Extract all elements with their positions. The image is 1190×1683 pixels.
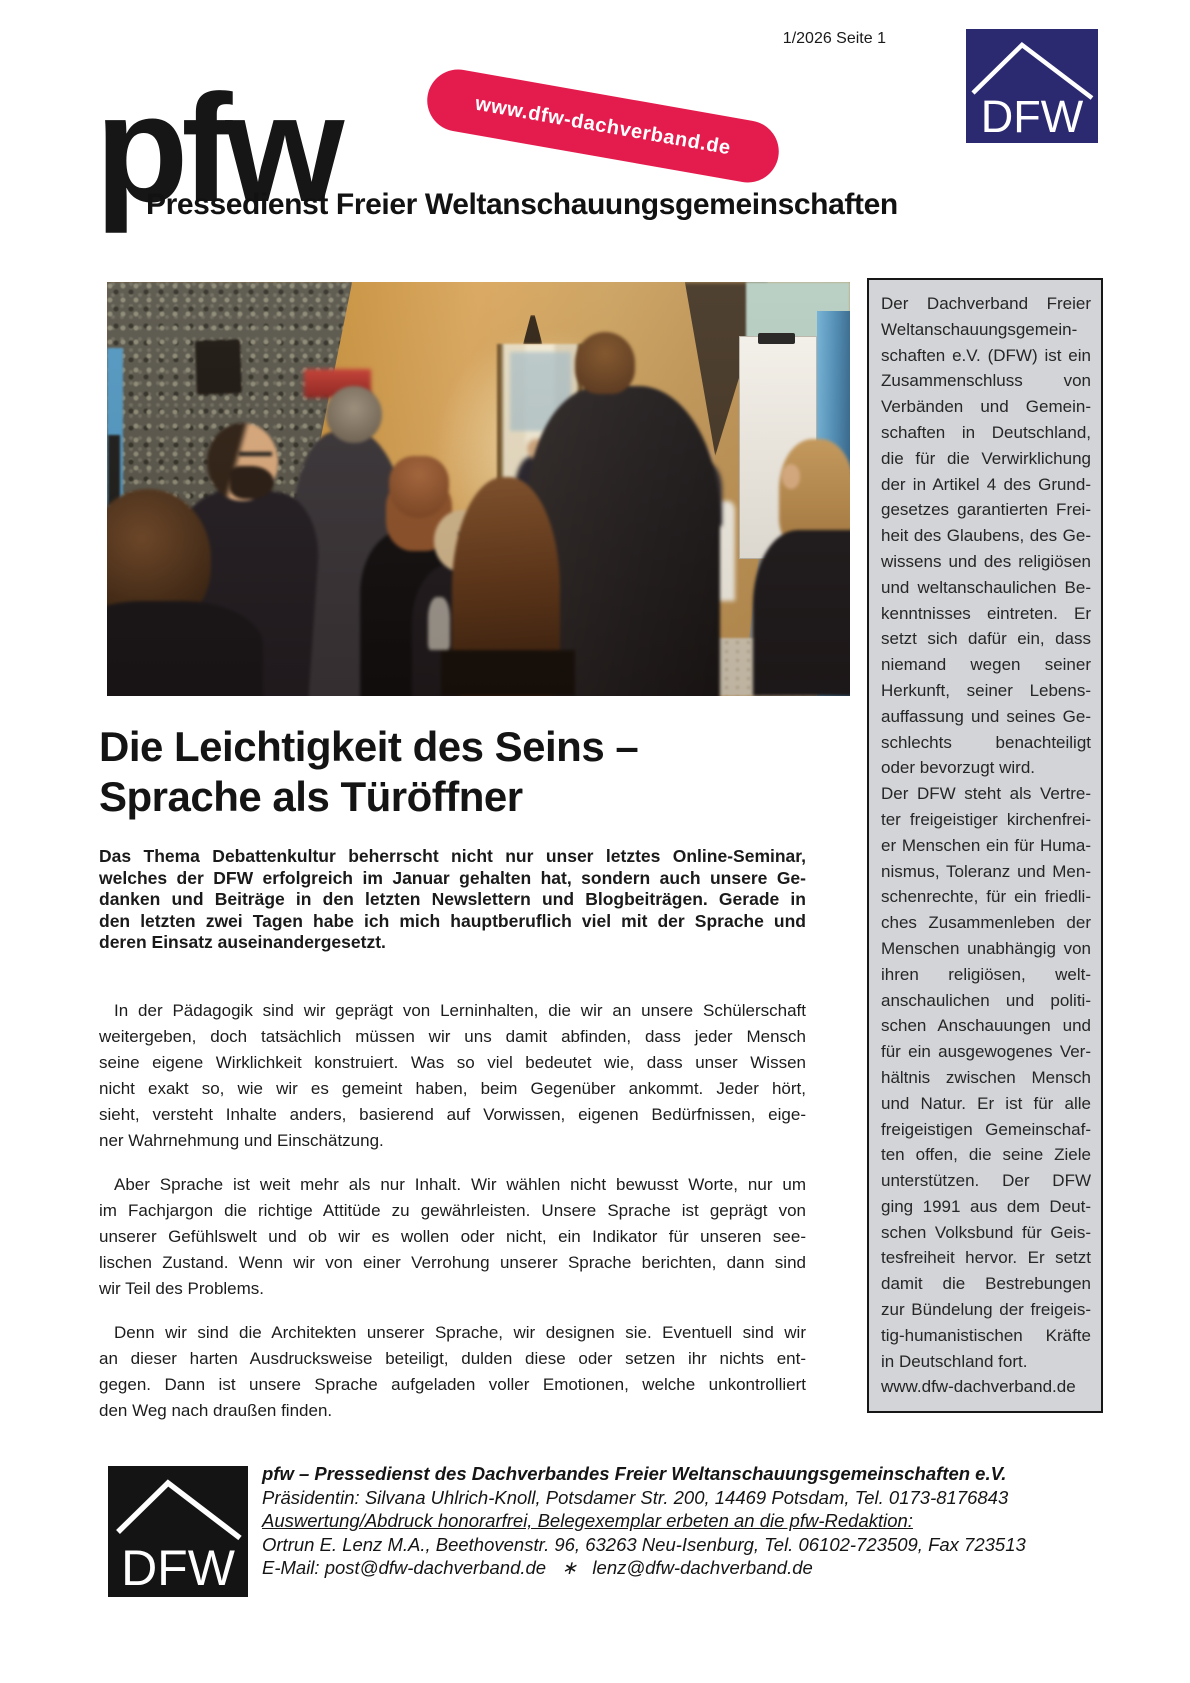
text-line: schen Anschauungen und [881,1016,1091,1036]
text-line: schaften in Deutschland, [881,422,1091,442]
text-line: kenntnisses eintreten. Er [881,603,1091,623]
text-line: Das Thema Debattenkultur beherrscht nicht nur unser letztes Online-Seminar, [99,846,806,866]
text-line: ihren religiösen, welt- [881,964,1091,984]
paragraph [881,781,1091,1374]
text-line: und Natur. Er ist für alle [881,1093,1091,1113]
text-line: schlechts benachteiligt [881,732,1091,752]
text-line: www.dfw-dachverband.de [881,1377,1076,1397]
text-line: für ein ausgewogenes Ver- [881,1042,1091,1062]
text-line: sieht, versteht Inhalte anders, basierend auf Vorwissen, eigenen Bedürfnissen, eige- [99,1105,806,1124]
text-line: hältnis zwischen Mensch [881,1067,1091,1087]
text-line: der in Artikel 4 des Grund- [881,474,1091,494]
text-line: in Deutschland fort. [881,1351,1028,1371]
paragraph [99,998,806,1154]
text-line: oder bevorzugt wird. [881,758,1036,778]
text-line: Sprache als Türöffner [99,773,523,820]
text-line: im Fachjargon die richtige Attitüde zu gewährleisten. Unsere Sprache ist geprägt von [99,1201,806,1220]
dfw-logo-text: DFW [980,91,1084,142]
masthead-title: Pressedienst Freier Weltanschauungsgemeinschaften [146,188,898,221]
text-line: Weltanschauungsgemein- [881,319,1078,339]
text-line: die für die Verwirklichung [881,448,1091,468]
text-line: tig-humanistischen Kräfte [881,1325,1091,1345]
footer-line: Auswertung/Abdruck honorarfrei, Belegexemplar erbeten an die pfw-Redaktion: [262,1510,913,1532]
event-photo [107,282,850,696]
text-line: Herkunft, seiner Lebens- [881,680,1091,700]
text-line: damit die Bestrebungen [881,1274,1091,1294]
text-line: danken und Beiträge in den letzten Newslettern und Blogbeiträgen. Gerade in [99,889,806,909]
footer-line: pfw – Pressedienst des Dachverbandes Freier Weltanschauungsgemeinschaften e.V. [262,1463,1007,1484]
text-line: nicht exakt so, wie wir es gemeint haben, beim Gegenüber ankommt. Jeder hört, [99,1079,806,1098]
text-line: Der Dachverband Freier [881,294,1091,313]
article-intro [99,846,806,954]
text-line: gegen. Dann ist unsere Sprache aufgeladen voller Emotionen, welche unkontrolliert [99,1375,806,1394]
text-line: heit des Glaubens, des Ge- [881,526,1091,546]
article-body [99,998,806,1424]
text-line: weitergeben, doch tatsächlich müssen wir uns damit abfinden, dass jeder Mensch [99,1027,806,1046]
text-line: ging 1991 aus dem Deut- [881,1196,1091,1216]
text-line: ten offen, die seine Ziele [881,1145,1091,1165]
text-line: Denn wir sind die Architekten unserer Sprache, wir designen sie. Eventuell sind wir [114,1323,806,1342]
text-line: schen Volksbund für Geis- [881,1222,1091,1242]
text-line: wissens und des religiösen [881,551,1091,571]
paragraph [881,1374,1091,1400]
text-line: Menschen unabhängig von [881,938,1091,958]
footer-line: Präsidentin: Silvana Uhlrich-Knoll, Potsdamer Str. 200, 14469 Potsdam, Tel. 0173-8176843 [262,1486,1009,1508]
text-line: ter freigeistiger kirchenfrei- [881,809,1091,829]
photo-tone-overlay [107,282,850,696]
pfw-logo: pfw [95,63,338,234]
url-banner-text: www.dfw-dachverband.de [473,92,733,159]
text-line: auffassung und seines Ge- [881,706,1091,726]
text-line: schaften e.V. (DFW) ist ein [881,345,1091,365]
text-line: Der DFW steht als Vertre- [881,784,1091,804]
paragraph [99,1320,806,1424]
dfw-logo [966,29,1098,143]
text-line: ches Zusammenleben der [881,913,1091,933]
article-title [99,722,839,822]
sidebar-info-box [867,278,1103,1413]
text-line: er Menschen ein für Huma- [881,835,1091,855]
text-line: deren Einsatz auseinandergesetzt. [99,932,386,952]
text-line: anschaulichen und politi- [881,990,1091,1010]
text-line: wir Teil des Problems. [99,1279,265,1298]
dfw-footer-logo [108,1466,248,1597]
text-line: den Weg nach draußen finden. [99,1401,333,1420]
url-banner [422,65,783,188]
text-line: welches der DFW erfolgreich im Januar gehalten hat, sondern auch unsere Ge- [99,867,806,888]
text-line: unserer Gefühlswelt und ob wir es wollen oder nicht, ein Indikator für unseren see- [99,1227,806,1246]
paragraph [99,846,806,954]
text-line: niemand wegen seiner [881,655,1091,675]
footer-contact-block [262,1462,1122,1580]
text-line: freigeistigen Gemeinschaf- [881,1119,1091,1139]
text-line: Die Leichtigkeit des Seins – [99,723,639,770]
text-line: gesetzes garantierten Frei- [881,500,1091,520]
text-line: Zusammenschluss von [881,371,1091,391]
text-line: lischen Zustand. Wenn wir von einer Verrohung unserer Sprache berichten, dann sind [99,1253,806,1272]
text-line: nismus, Toleranz und Men- [881,861,1091,881]
dfw-footer-logo-text: DFW [121,1540,235,1596]
text-line: setzt sich dafür ein, dass [881,629,1091,649]
text-line: unterstützen. Der DFW [881,1171,1091,1191]
text-line: Verbänden und Gemein- [881,397,1091,417]
text-line: zur Bündelung der freigeis- [881,1300,1091,1320]
text-line: seine eigene Wirklichkeit konstruiert. Was so viel bedeutet wie, dass unser Wissen [99,1053,806,1072]
text-line: und weltanschaulichen Be- [881,577,1091,597]
footer-line: E-Mail: post@dfw-dachverband.de ∗ lenz@dfw-dachverband.de [262,1557,813,1579]
issue-page-label: 1/2026 Seite 1 [782,30,886,47]
paragraph [881,291,1091,781]
text-line: In der Pädagogik sind wir geprägt von Lerninhalten, die wir an unsere Schülerschaft [114,1001,806,1020]
paragraph [99,1172,806,1302]
text-line: tesfreiheit hervor. Er setzt [881,1248,1091,1268]
text-line: den letzten zwei Tagen habe ich mich hauptberuflich viel mit der Sprache und [99,910,806,931]
text-line: an dieser harten Ausdrucksweise beteiligt, dulden diese oder setzen ihr nichts ent- [99,1349,806,1368]
footer-line: Ortrun E. Lenz M.A., Beethovenstr. 96, 63263 Neu-Isenburg, Tel. 06102-723509, Fax 723513 [262,1533,1026,1555]
text-line: Aber Sprache ist weit mehr als nur Inhalt. Wir wählen nicht bewusst Worte, nur um [114,1175,806,1194]
text-line: ner Wahrnehmung und Einschätzung. [99,1131,384,1150]
text-line: schenrechte, für ein friedli- [881,887,1091,907]
